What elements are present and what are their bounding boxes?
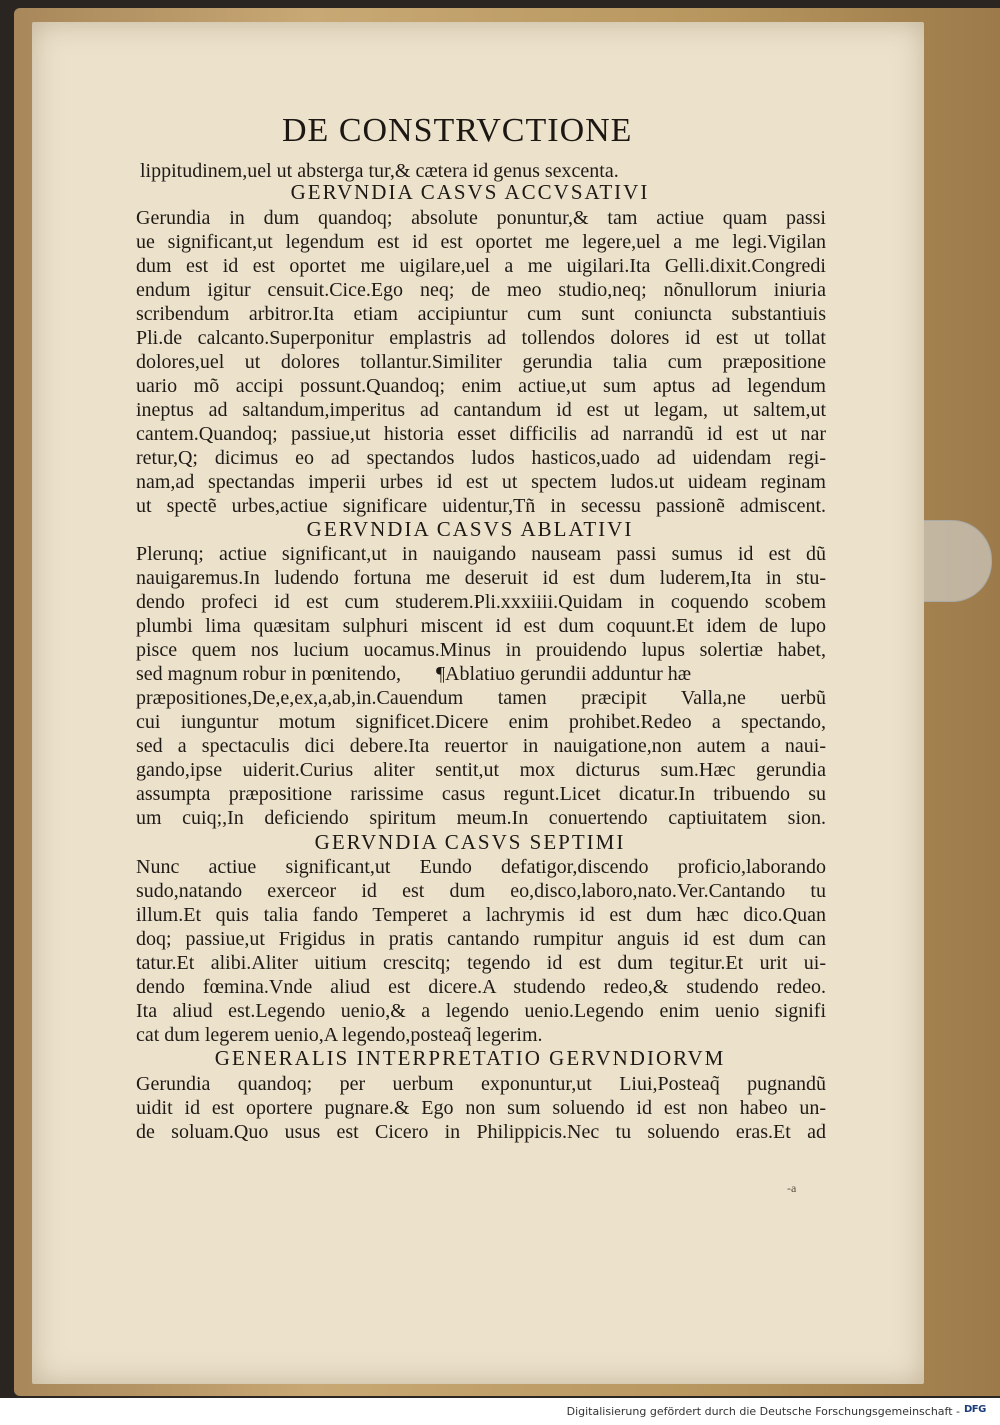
text-line: pisce quem nos lucium uocamus.Minus in prouidendo lupus solertiæ habet, [136, 639, 826, 661]
text-line: um cuiq;,In deficiendo spiritum meum.In conuertendo captiuitatem sion. [136, 807, 826, 829]
section-heading: GERVNDIA CASVS ACCVSATIVI [290, 180, 650, 204]
text-line: de soluam.Quo usus est Cicero in Philippicis.Nec tu soluendo eras.Et ad [136, 1121, 826, 1143]
text-line: lippitudinem,uel ut absterga tur,& cætera id genus sexcenta. [140, 160, 619, 182]
text-line: dolores,uel ut dolores tollantur.Similiter gerundia talia cum præpositione [136, 351, 826, 373]
dfg-logo-icon: DFG [964, 1404, 986, 1415]
text-line: cantem.Quandoq; passiue,ut historia esset difficilis ad narrandũ id est ut nar [136, 423, 826, 445]
text-line: sed a spectaculis dici debere.Ita reuertor in nauigatione,non autem a naui- [136, 735, 826, 757]
text-line: Plerunq; actiue significant,ut in nauigando nauseam passi sumus id est dũ [136, 543, 826, 565]
text-line: ut spectẽ urbes,actiue significare uidentur,Tñ in secessu passionẽ admiscent. [136, 495, 826, 517]
text-line: cui iunguntur motum significet.Dicere enim prohibet.Redeo a spectando, [136, 711, 826, 733]
text-line: tatur.Et alibi.Aliter uitium crescitq; tegendo id est dum tegitur.Et urit ui- [136, 952, 826, 974]
text-line: Pli.de calcanto.Superponitur emplastris ad tollendos dolores id est ut tollat [136, 327, 826, 349]
footer-credit: Digitalisierung gefördert durch die Deutsche Forschungsgemeinschaft - [566, 1405, 960, 1418]
text-line: sed magnum robur in pœnitendo, ¶Ablatiuo gerundii adduntur hæ [136, 663, 692, 685]
text-line: uidit id est oportere pugnare.& Ego non sum soluendo id est non habeo un- [136, 1097, 826, 1119]
text-line: dendo profeci id est cum studerem.Pli.xxxiiii.Quidam in coquendo scobem [136, 591, 826, 613]
text-line: Nunc actiue significant,ut Eundo defatigor,discendo proficio,laborando [136, 856, 826, 878]
digitization-footer [0, 1398, 1000, 1425]
section-heading: GERVNDIA CASVS ABLATIVI [306, 517, 634, 541]
text-line: nam,ad spectandas imperii urbes id est ut spectem ludos.ut uideam reginam [136, 471, 826, 493]
text-line: præpositiones,De,e,ex,a,ab,in.Cauendum tamen præcipit Valla,ne uerbũ [136, 687, 826, 709]
text-line: Gerundia in dum quandoq; absolute ponuntur,& tam actiue quam passi [136, 207, 826, 229]
text-line: nauigaremus.In ludendo fortuna me deseruit id est dum luderem,Ita in stu- [136, 567, 826, 589]
text-line: doq; passiue,ut Frigidus in pratis cantando rumpitur anguis id est dum can [136, 928, 826, 950]
text-line: Gerundia quandoq; per uerbum exponuntur,ut Liui,Posteaq̃ pugnandũ [136, 1073, 826, 1095]
text-line: gando,ipse uiderit.Curius aliter sentit,ut mox dicturus sum.Hæc gerundia [136, 759, 826, 781]
section-heading: GERVNDIA CASVS SEPTIMI [314, 830, 626, 854]
text-line: ineptus ad saltandum,imperitus ad cantandum id est ut legam, ut saltem,ut [136, 399, 826, 421]
text-line: dum est id est oportet me uigilare,uel a me uigilari.Ita Gelli.dixit.Congredi [136, 255, 826, 277]
section-heading: GENERALIS INTERPRETATIO GERVNDIORVM [214, 1046, 726, 1070]
text-line: illum.Et quis talia fando Temperet a lachrymis id est dum hæc dico.Quan [136, 904, 826, 926]
text-line: endum igitur censuit.Cice.Ego neq; de meo studio,neq; nõnullorum iniuria [136, 279, 826, 301]
running-head: DE CONSTRVCTIONE [282, 112, 633, 149]
text-line: ue significant,ut legendum est id est oportet me legere,uel a me legi.Vigilan [136, 231, 826, 253]
text-line: sudo,natando exerceor id est dum eo,disco,laboro,nato.Ver.Cantando tu [136, 880, 826, 902]
text-line: uario mõ accipi possunt.Quandoq; enim actiue,ut sum aptus ad legendum [136, 375, 826, 397]
text-line: retur,Q; dicimus eo ad spectandos ludos hasticos,uado ad uidendam regi- [136, 447, 826, 469]
text-line: cat dum legerem uenio,A legendo,posteaq̃ legerim. [136, 1024, 543, 1046]
catchword: -a [787, 1181, 797, 1195]
text-line: plumbi lima quæsitam sulphuri miscent id est dum coquunt.Et idem de lupo [136, 615, 826, 637]
text-line: scribendum arbitror.Ita etiam accipiuntur cum sunt coniuncta substantiuis [136, 303, 826, 325]
text-line: Ita aliud est.Legendo uenio,& a legendo uenio.Legendo enim uenio signifi [136, 1000, 826, 1022]
text-line: assumpta præpositione rarissime casus regunt.Licet dicatur.In tribuendo su [136, 783, 826, 805]
text-line: dendo fœmina.Vnde aliud est dicere.A studendo redeo,& studendo redeo. [136, 976, 826, 998]
